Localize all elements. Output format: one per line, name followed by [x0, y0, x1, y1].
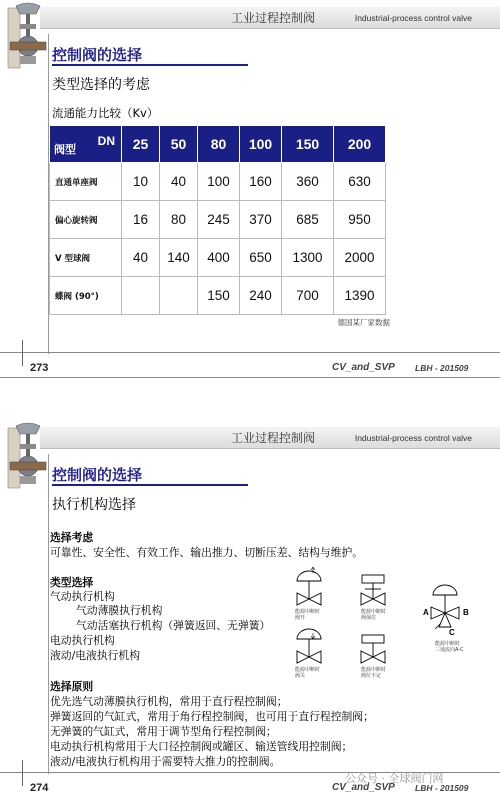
- data-source-note: 德国某厂家数据: [337, 318, 390, 327]
- principle-item: 液动/电液执行机构用于需要特大推力的控制阀。: [50, 755, 281, 768]
- port-c-label: C: [449, 628, 455, 637]
- fail-indeterminate-symbol: [361, 635, 386, 679]
- slide-title: 控制阀的选择: [52, 466, 143, 484]
- table-cell: 80: [160, 201, 198, 239]
- slide-header: [0, 425, 500, 451]
- column-header: 50: [160, 126, 198, 163]
- row-label: 直通单座阀: [50, 163, 122, 201]
- slide-subtitle: 执行机构选择: [52, 497, 136, 513]
- type-item: 气动薄膜执行机构: [76, 604, 163, 617]
- type-item: 气动执行机构: [50, 590, 115, 603]
- table-cell: 650: [240, 239, 282, 277]
- principle-item: 优先选气动薄膜执行机构，常用于直行程控制阀；: [50, 695, 288, 708]
- page-number: 273: [30, 362, 49, 374]
- table-row: [50, 201, 386, 239]
- column-header: 150: [282, 126, 334, 163]
- table-row: [50, 163, 386, 201]
- table-cell: 1390: [334, 277, 386, 315]
- footer-lbh-text: LBH - 201509: [415, 363, 469, 373]
- table-cell: [160, 277, 198, 315]
- footer-cv-text: CV_and_SVP: [332, 362, 395, 373]
- table-caption: 流通能力比较（Kv）: [52, 106, 159, 120]
- types-heading: 类型选择: [50, 576, 94, 589]
- header-title-cn: 工业过程控制阀: [230, 11, 315, 25]
- table-row: [50, 277, 386, 315]
- table-cell: 100: [198, 163, 240, 201]
- footer-lbh-text: LBH - 201509: [415, 783, 469, 793]
- type-item: 电动执行机构: [50, 634, 115, 647]
- slide-header: [0, 5, 500, 31]
- diagram-label: 三通流向A-C: [435, 647, 464, 653]
- row-label: 蝶阀 (90°): [50, 277, 122, 315]
- table-cell: 685: [282, 201, 334, 239]
- diagram-label: 能源中断时: [435, 641, 461, 647]
- fail-in-place-symbol: [361, 575, 386, 621]
- diagram-label: 阀保位: [361, 615, 377, 621]
- table-row: [50, 239, 386, 277]
- footer-rule: [0, 352, 500, 353]
- diagram-label: 能源中断时: [361, 609, 387, 615]
- table-cell: 140: [160, 239, 198, 277]
- fail-closed-symbol: [295, 629, 321, 679]
- title-underline: [52, 484, 248, 486]
- footer-tick: [22, 340, 23, 366]
- table-cell: 40: [160, 163, 198, 201]
- page-gap: [0, 381, 500, 420]
- title-underline: [52, 64, 248, 66]
- table-cell: 370: [240, 201, 282, 239]
- principles-heading: 选择原则: [50, 680, 94, 693]
- row-label: 偏心旋转阀: [50, 201, 122, 239]
- kv-table: [49, 125, 386, 315]
- table-cell: 10: [122, 163, 160, 201]
- slide-subtitle: 类型选择的考虑: [52, 77, 150, 93]
- corner-cell: [50, 126, 122, 163]
- watermark-text: 公众号 · 全球阀门网: [345, 772, 444, 785]
- column-header: 25: [122, 126, 160, 163]
- fail-open-symbol: [295, 567, 321, 621]
- column-header: 80: [198, 126, 240, 163]
- table-cell: [122, 277, 160, 315]
- page-number: 274: [30, 782, 49, 794]
- table-cell: 240: [240, 277, 282, 315]
- left-rule: [48, 454, 49, 774]
- table-cell: 950: [334, 201, 386, 239]
- principle-item: 无弹簧的气缸式，常用于调节型角行程控制阀；: [50, 725, 277, 738]
- table-cell: 630: [334, 163, 386, 201]
- footer-tick: [22, 760, 23, 786]
- header-title-en: Industrial-process control valve: [354, 433, 472, 443]
- slide-title: 控制阀的选择: [52, 46, 143, 64]
- table-cell: 245: [198, 201, 240, 239]
- diagram-label: 阀关: [295, 673, 306, 679]
- row-label: V 型球阀: [50, 239, 122, 277]
- corner-type-label: 阀型: [54, 143, 76, 156]
- diagram-label: 阀位不定: [361, 673, 382, 679]
- table-cell: 700: [282, 277, 334, 315]
- diagram-label: 阀开: [295, 615, 306, 621]
- table-header-row: [50, 126, 386, 163]
- diagram-label: 能源中断时: [361, 667, 387, 673]
- footer-cv-text: CV_and_SVP: [332, 782, 395, 793]
- table-cell: 160: [240, 163, 282, 201]
- table-cell: 16: [122, 201, 160, 239]
- header-title-en: Industrial-process control valve: [354, 13, 472, 23]
- type-item: 气动活塞执行机构（弹簧返回、无弹簧）: [76, 619, 271, 632]
- table-cell: 2000: [334, 239, 386, 277]
- valve-logo-icon: [6, 422, 50, 492]
- column-header: 200: [334, 126, 386, 163]
- table-cell: 40: [122, 239, 160, 277]
- principle-item: 电动执行机构常用于大口径控制阀或罐区、输送管线用控制阀；: [50, 740, 353, 753]
- diagram-label: 能源中断时: [295, 667, 321, 673]
- considerations-text: 可靠性、安全性、有效工作、输出推力、切断压差、结构与维护。: [50, 546, 364, 559]
- table-cell: 150: [198, 277, 240, 315]
- considerations-heading: 选择考虑: [50, 531, 94, 544]
- table-cell: 360: [282, 163, 334, 201]
- port-a-label: A: [423, 608, 429, 617]
- corner-dn-label: DN: [97, 134, 115, 148]
- type-item: 液动/电液执行机构: [50, 649, 141, 662]
- principle-item: 弹簧返回的气缸式，常用于角行程控制阀，也可用于直行程控制阀；: [50, 710, 374, 723]
- table-cell: 400: [198, 239, 240, 277]
- footer-bottom-rule: [0, 377, 500, 378]
- valve-logo-icon: [6, 2, 50, 72]
- column-header: 100: [240, 126, 282, 163]
- diagram-label: 能源中断时: [295, 609, 321, 615]
- actuator-fail-position-diagram: [285, 565, 495, 685]
- port-b-label: B: [463, 608, 469, 617]
- table-cell: 1300: [282, 239, 334, 277]
- slide-273: [0, 0, 500, 381]
- three-way-valve-symbol: [423, 585, 469, 653]
- header-title-cn: 工业过程控制阀: [230, 431, 315, 445]
